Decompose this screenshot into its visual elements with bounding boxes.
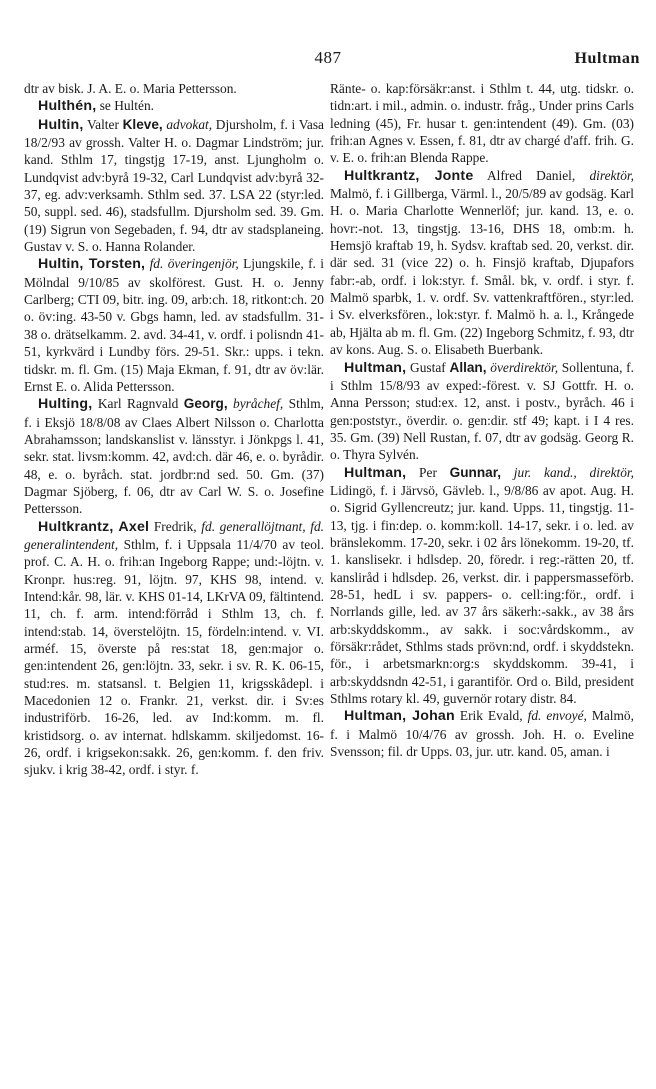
biography-entry xyxy=(330,359,634,464)
biography-entry xyxy=(330,167,634,359)
entry-given-names: Per xyxy=(406,464,450,480)
entry-text: Ljungskile, f. i Mölndal 9/10/85 av skolförest. Gust. H. o. Jenny Carlberg; CTI 09, bitr. ing. 09, arb:ch. 18, ritkont:ch. 20 o. öv:ing. 43-50 v. Gbgs hamn, led. av stadsfullm. 31-38 o. drätselkamm. 2. avd. 34-41, v. ordf. i polisndn 41-51, kyrkvärd i Lundby förs. 29-51. Skr.: upps. i tekn. tidskr. m. fl. Gm. (15) Maja Ekman, f. 91, dtr av öv:lär. Ernst E. o. Alida Pettersson. xyxy=(24,256,324,394)
entry-given-names: Alfred Daniel, xyxy=(473,167,576,183)
entry-headword: Hultin, Torsten, xyxy=(38,256,146,273)
biography-entry xyxy=(24,116,324,256)
entry-headword: Hulthén, xyxy=(38,98,97,115)
biography-entry xyxy=(24,80,324,97)
entry-headword: Hultman, xyxy=(344,359,407,376)
biography-entry xyxy=(330,707,634,760)
entry-headword: Hultkrantz, Axel xyxy=(38,518,150,535)
entry-given-names: Karl Ragnvald xyxy=(92,396,184,412)
entry-title: fd. överingenjör, xyxy=(145,256,239,272)
biography-entry xyxy=(330,464,634,708)
entry-title: jur. kand., direktör, xyxy=(501,464,635,480)
entry-title: advokat, xyxy=(162,116,213,132)
running-head: Hultman xyxy=(574,50,640,67)
entry-text: se Hultén. xyxy=(96,98,154,114)
entry-headword: Hultin, xyxy=(38,116,84,133)
entry-text: Djursholm, f. i Vasa 18/2/93 av grossh. Valter H. o. Dagmar Lindström; jur. kand. Sthlm 17, tingstjg 17-19, anst. Ljungholm o. Lundqvist adv:byrå 19-32, Carl Lundqvist adv:byrå 32-37, eg. adv:verksamh. Sthlm sed. 37. LSA 22 (styr:led. 50, suppl. sed. 46), stadsfullm. Djursholm sed. 39. Gm. (19) Sigrun von Segebaden, f. 94, dtr av stadsplaneing. Gustav v. S. o. Hanna Rolander. xyxy=(24,116,324,255)
right-column xyxy=(330,80,634,760)
biography-entry xyxy=(330,80,634,167)
page-number: 487 xyxy=(314,48,342,67)
entry-text: Ränte- o. kap:försäkr:anst. i Sthlm t. 44, utg. tidskr. o. tidn:art. i mil., admin. o. industr. fråg., Under prins Carls ledning (45), Fr. husar t. gen:intendent (49). Gm. (03) frih:an Agnes v. Essen, f. 81, dtr av chargé d'aff. frih. G. v. E. o. frih:an Blenda Rappe. xyxy=(330,81,634,166)
biography-entry xyxy=(24,97,324,115)
entry-given-names: Gustaf xyxy=(406,359,450,375)
entry-title: fd. generallöjtnant, fd. generalintendent, xyxy=(24,518,325,552)
biography-entry xyxy=(24,395,324,517)
entry-title: överdirektör, xyxy=(486,359,559,375)
entry-call-name: Kleve, xyxy=(122,116,163,132)
entry-given-names: Fredrik, xyxy=(149,518,197,534)
left-column xyxy=(24,80,324,779)
entry-title: byråchef, xyxy=(227,396,284,412)
entry-text: Malmö, f. i Malmö 10/4/76 av grossh. Joh. H. o. Eveline Svensson; fil. dr Upps. 03, jur. utr. kand. 05, aman. i xyxy=(330,708,634,760)
entry-call-name: Georg, xyxy=(183,396,228,412)
entry-given-names: Valter xyxy=(83,116,123,132)
entry-call-name: Allan, xyxy=(449,359,487,375)
entry-text: Sollentuna, f. i Sthlm 15/8/93 av exped:-förest. v. SJ Gottfr. H. o. Anna Persson; stud:ex. 12, anst. i postv., byråch. 46 i gen:poststyr., överdir. o. gen:dir. stf 49; kapt. i I 4 res. 35. Gm. (39) Nell Rustan, f. 07, dtr av godsäg. Georg R. o. Thyra Sylvén. xyxy=(330,359,634,463)
entry-text: Lidingö, f. i Järvsö, Gävleb. l., 9/8/86 av apot. Aug. H. o. Sigrid Gyllencreutz; jur. kand. Upps. 11, tingstjg. 11-13, tjg. i fin:dep. o. komm:koll. 14-17, sekr. i o. led. av bränslekomm. 17-20, sekr. i 02 års lönekomm. 19-20, tf. 1. kanslisekr. i hdlsdep. 20, föredr. i reg:-rätten 20, tf. kansliråd i hdlsdep. 26, verkst. dir. i pappersmasseförb. 28-51, hedL i sv. pappers- o. cell:ing:för., ordf. i Norrlands gille, led. av 37 års säkerh:-sakk., av 38 års arb:skyddskomm., av sakk. i soc:vårdskomm., av försäkr:rådet, Sthlms stads prövn:nd, ordf. i skyddstekn. för., i arbetsmarkn:org:s skyddskomm. 39-41, i arb:skyddsndn 42-51, i garantiför. Ord o. Bild, president Sthlms rotary kl. 49, guvernör rotary distr. 84. xyxy=(330,482,634,707)
entry-title: direktör, xyxy=(575,167,634,183)
entry-headword: Hultkrantz, Jonte xyxy=(344,167,474,184)
entry-text: Sthlm, f. i Eksjö 18/8/08 av Claes Albert Nilsson o. Charlotta Abrahamsson; landskanslist v. länsstyr. i Jönkpgs l. 41, sekr. stat. livsm:komm. 42, avd:ch. där 46, e. o. byrådir. 48, e. o. byråch. stat. jordbr:nd sed. 50. Gm. (37) Dagmar Sjöberg, f. 06, dtr av Carl W. S. o. Josefine Pettersson. xyxy=(24,396,325,517)
entry-text: dtr av bisk. J. A. E. o. Maria Pettersson. xyxy=(24,81,237,96)
entry-title: fd. envoyé, xyxy=(522,708,587,724)
entry-headword: Hultman, xyxy=(344,464,407,481)
entry-text: Sthlm, f. i Uppsala 11/4/70 av teol. prof. C. A. H. o. frih:an Ingeborg Rappe; und:-löjtn. v. Kronpr. hus:reg. 91, löjtn. 97, KHS 98, intend. v. Intend:kår. 98, lär. v. KHS 01-14, LKrVA 09, fältintend. 11, ch. f. arm. intend:förråd i Sthlm 13, ch. f. intend:stab. 14, överstelöjtn. 15, fördeln:intend. v. VI. arméf. 15, överste på res:stat 18, gen:major o. gen:intendent 26, gen:löjtn. 33, sekr. i sv. R. K. 06-15, stud:res. m. statsansl. t. Belgien 11, krigsskådepl. i Macedonien 12 o. Frankr. 21, verkst. dir. i Sv:es industriförb. 16-26, led. av Ind:komm. m. fl. kristidsorg. o. av internat. hdlskamm. skiljedomst. 16-26, ordf. i krigsekon:sakk. 26, gen:komm. f. den friv. sjukv. i krig 38-42, ordf. i styr. f. xyxy=(24,536,324,778)
biography-entry xyxy=(24,518,324,779)
entry-given-names: Erik Evald, xyxy=(454,708,523,724)
biography-entry xyxy=(24,255,324,395)
entry-text: Malmö, f. i Gillberga, Värml. l., 20/5/89 av godsäg. Karl H. o. Maria Charlotte Wennerlöf; jur. kand. 13, e. o. hovr:-not. 13, tingstjg. 13-16, DHS 18, omb:m. h. Hemsjö kraftab 19, h. Sydsv. kraftab sed. 20, verkst. dir. där sed. 31 (vice 22) o. h. Finsjö kraftab, Djupafors fabr:-ab, ordf. i lok:styr. f. Smål. bk, v. ordf. i styr. f. Malmö sparbk, 1. v. ordf. Sv. vattenkraftfören., styr:led. i Sv. elverksfören., lok:styr. f. Malmö h. a. l., Krångede ab, Hjälta ab m. fl. Gm. (22) Ingeborg Schmitz, f. 93, dtr av kons. Aug. S. o. Elisabeth Buerbank. xyxy=(330,186,634,358)
entry-headword: Hulting, xyxy=(38,396,93,413)
entry-headword: Hultman, Johan xyxy=(344,708,455,725)
entry-call-name: Gunnar, xyxy=(449,464,502,480)
page-header xyxy=(0,44,656,74)
